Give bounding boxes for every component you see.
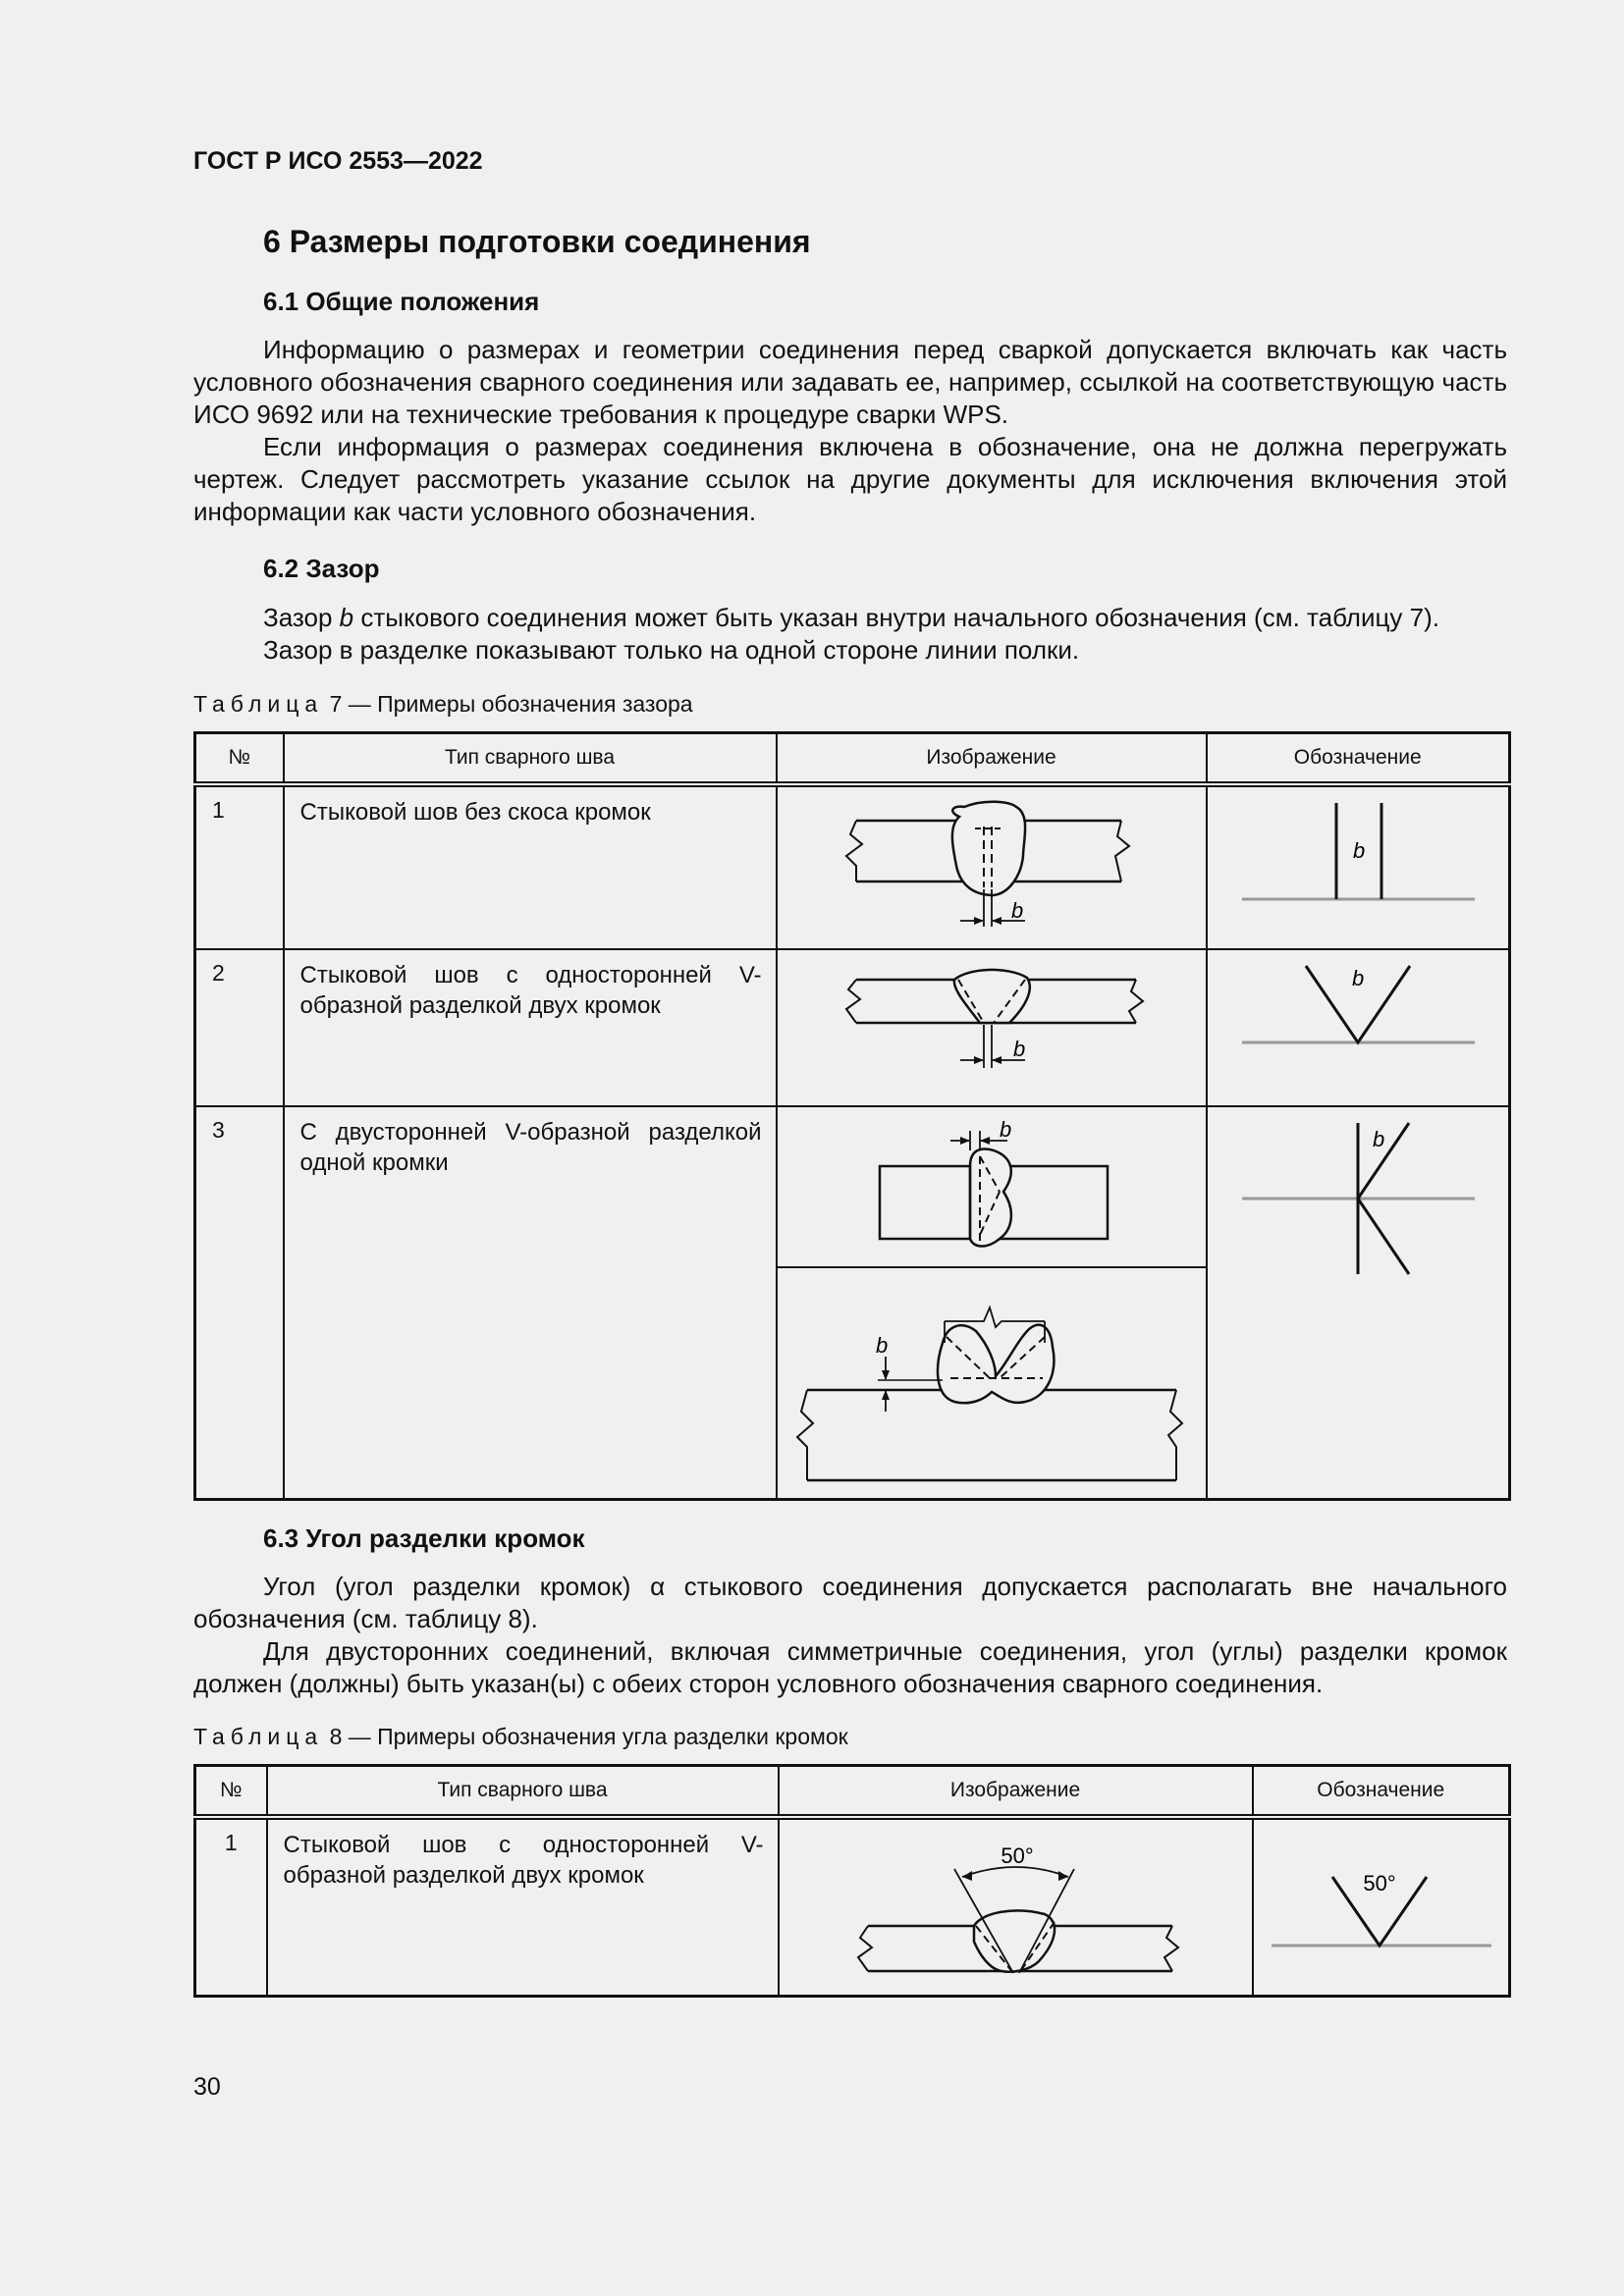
weld-image-double-bevel-b xyxy=(777,1267,1207,1499)
table-8-header-row xyxy=(195,1766,1510,1818)
header-image: Изображение xyxy=(779,1766,1253,1818)
page-number: 30 xyxy=(193,2073,221,2101)
symbol-gap-label: b xyxy=(1352,838,1365,863)
section-6-title: 6 Размеры подготовки соединения xyxy=(263,224,811,259)
table-row xyxy=(195,949,1510,1106)
header-num: № xyxy=(195,733,284,785)
header-type: Тип сварного шва xyxy=(284,733,777,785)
table-8 xyxy=(193,1764,1511,1998)
designation-double-bevel xyxy=(1207,1106,1510,1499)
section-6-1-paragraph-2: Если информация о размерах соединения включена в обозначение, она не должна перегружать чертеж. Следует рассмотреть указание ссылок на другие документы для исключения включения этой информации как части условного обозначения. xyxy=(193,432,1507,526)
row-number: 2 xyxy=(195,949,284,1106)
header-designation: Обозначение xyxy=(1253,1766,1510,1818)
angle-label: 50° xyxy=(1000,1843,1034,1868)
document-code: ГОСТ Р ИСО 2553—2022 xyxy=(193,147,483,175)
section-6-2-paragraph-1: Зазор b стыкового соединения может быть указан внутри начального обозначения (см. таблицу 7). xyxy=(263,603,1439,632)
symbol-gap-label: b xyxy=(1351,966,1364,990)
double-bevel-weld-drawing-b xyxy=(778,1268,1206,1500)
row-number: 3 xyxy=(195,1106,284,1499)
section-6-3-title: 6.3 Угол разделки кромок xyxy=(263,1523,585,1553)
double-bevel-symbol xyxy=(1208,1107,1509,1500)
table-row xyxy=(195,1817,1510,1996)
table-8-caption: Таблица 8 — Примеры обозначения угла разделки кромок xyxy=(193,1724,848,1749)
square-butt-symbol xyxy=(1208,787,1509,952)
weld-type: Стыковой шов с односторонней V-образной разделкой двух кромок xyxy=(267,1817,779,1996)
symbol-angle-label: 50° xyxy=(1362,1871,1396,1896)
weld-image-double-bevel-a xyxy=(777,1106,1207,1267)
square-butt-weld-drawing xyxy=(778,787,1206,952)
table-row xyxy=(195,1106,1510,1267)
table-7-caption: Таблица 7 — Примеры обозначения зазора xyxy=(193,691,693,717)
symbol-gap-label: b xyxy=(1372,1127,1384,1151)
designation-single-v xyxy=(1207,949,1510,1106)
section-6-1-title: 6.1 Общие положения xyxy=(263,287,540,316)
single-v-symbol xyxy=(1208,950,1509,1107)
header-type: Тип сварного шва xyxy=(267,1766,779,1818)
section-6-3-paragraph-1: Угол (угол разделки кромок) α стыкового соединения допускается располагать вне начального обозначения (см. таблицу 8). xyxy=(193,1572,1507,1633)
table-row xyxy=(195,784,1510,949)
gap-label: b xyxy=(875,1333,888,1358)
angle-weld-drawing xyxy=(780,1820,1252,1999)
weld-image-square-butt xyxy=(777,784,1207,949)
gap-label: b xyxy=(1010,898,1023,923)
header-designation: Обозначение xyxy=(1207,733,1510,785)
section-6-1-paragraph-1: Информацию о размерах и геометрии соединения перед сваркой допускается включать как часть условного обозначения сварного соединения или задавать ее, например, ссылкой на соответствующую часть ИСО 9692 или на технические требования к процедуре сварки WPS. xyxy=(193,335,1507,429)
weld-type: Стыковой шов с односторонней V-образной разделкой двух кромок xyxy=(284,949,777,1106)
weld-type: С двусторонней V-образной разделкой одной кромки xyxy=(284,1106,777,1499)
row-number: 1 xyxy=(195,784,284,949)
table-7 xyxy=(193,731,1511,1501)
section-6-2-paragraph-2: Зазор в разделке показывают только на одной стороне линии полки. xyxy=(263,635,1080,665)
table-7-header-row xyxy=(195,733,1510,785)
row-number: 1 xyxy=(195,1817,267,1996)
designation-square-butt xyxy=(1207,784,1510,949)
double-bevel-weld-drawing-a xyxy=(778,1107,1206,1268)
header-image: Изображение xyxy=(777,733,1207,785)
gap-label: b xyxy=(1012,1037,1025,1061)
gap-label: b xyxy=(999,1117,1011,1142)
single-v-weld-drawing xyxy=(778,950,1206,1107)
weld-image-single-v xyxy=(777,949,1207,1106)
section-6-2-title: 6.2 Зазор xyxy=(263,554,380,583)
header-num: № xyxy=(195,1766,267,1818)
section-6-3-paragraph-2: Для двусторонних соединений, включая симметричные соединения, угол (углы) разделки кромок должен (должны) быть указан(ы) с обеих сторон условного обозначения сварного соединения. xyxy=(193,1636,1507,1698)
weld-image-angle xyxy=(779,1817,1253,1996)
angle-symbol xyxy=(1254,1820,1509,1999)
designation-angle xyxy=(1253,1817,1510,1996)
weld-type: Стыковой шов без скоса кромок xyxy=(284,784,777,949)
